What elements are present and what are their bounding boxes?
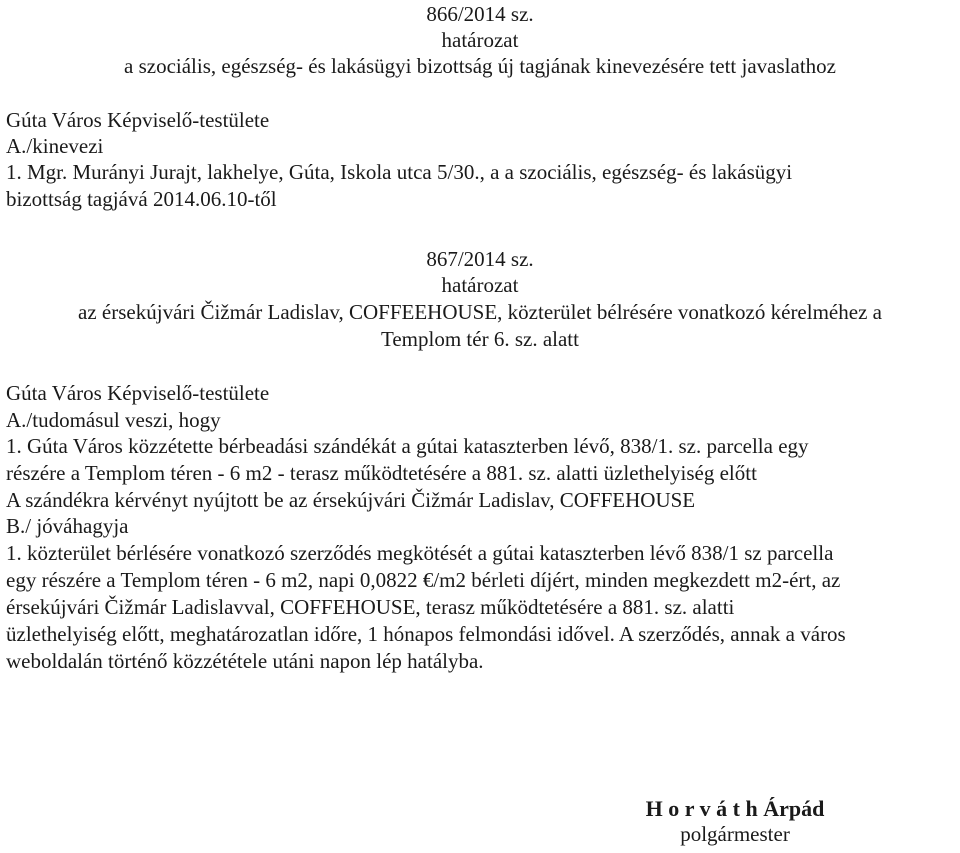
paragraph-line: üzlethelyiség előtt, meghatározatlan időre, 1 hónapos felmondási idővel. A szerződés, annak a város — [6, 622, 846, 646]
resolution-type-label: határozat — [441, 273, 519, 297]
signatory-name: H o r v á t h Árpád — [645, 796, 825, 821]
paragraph-line: bizottság tagjává 2014.06.10-től — [6, 187, 277, 211]
resolution-number-867: 867/2014 sz. — [426, 247, 534, 271]
section-heading: B./ jóváhagyja — [6, 514, 129, 538]
paragraph-line: 1. Gúta Város közzétette bérbeadási szándékát a gútai kataszterben lévő, 838/1. sz. parcella egy — [6, 434, 809, 458]
paragraph-line: érsekújvári Čižmár Ladislavval, COFFEHOUSE, terasz működtetésére a 881. sz. alatti — [6, 595, 735, 619]
resolution-subject: a szociális, egészség- és lakásügyi bizottság új tagjának kinevezésére tett javaslathoz — [124, 54, 836, 78]
paragraph-line: A szándékra kérvényt nyújtott be az érsekújvári Čižmár Ladislav, COFFEHOUSE — [6, 488, 696, 512]
section-heading: A./tudomásul veszi, hogy — [6, 408, 221, 432]
paragraph-line: egy részére a Templom téren - 6 m2, napi 0,0822 €/m2 bérleti díjért, minden megkezdett m2-ért, az — [6, 568, 841, 592]
paragraph-line: részére a Templom téren - 6 m2 - terasz működtetésére a 881. sz. alatti üzlethelyiség előtt — [6, 461, 757, 485]
council-name: Gúta Város Képviselő-testülete — [6, 381, 270, 405]
resolution-subject: az érsekújvári Čižmár Ladislav, COFFEEHOUSE, közterület bélrésére vonatkozó kérelméhez a — [78, 300, 882, 324]
council-name: Gúta Város Képviselő-testülete — [6, 108, 270, 132]
paragraph-line: weboldalán történő közzététele utáni napon lép hatályba. — [6, 649, 484, 673]
signatory-title: polgármester — [680, 822, 790, 846]
resolution-number-866: 866/2014 sz. — [426, 2, 534, 26]
paragraph-line: 1. Mgr. Murányi Jurajt, lakhelye, Gúta, Iskola utca 5/30., a a szociális, egészség- és lakásügyi — [6, 160, 793, 184]
resolution-subject: Templom tér 6. sz. alatt — [381, 327, 579, 351]
paragraph-line: 1. közterület bérlésére vonatkozó szerződés megkötését a gútai kataszterben lévő 838/1 sz parcella — [6, 541, 834, 565]
resolution-type-label: határozat — [441, 28, 519, 52]
section-heading: A./kinevezi — [6, 134, 104, 158]
